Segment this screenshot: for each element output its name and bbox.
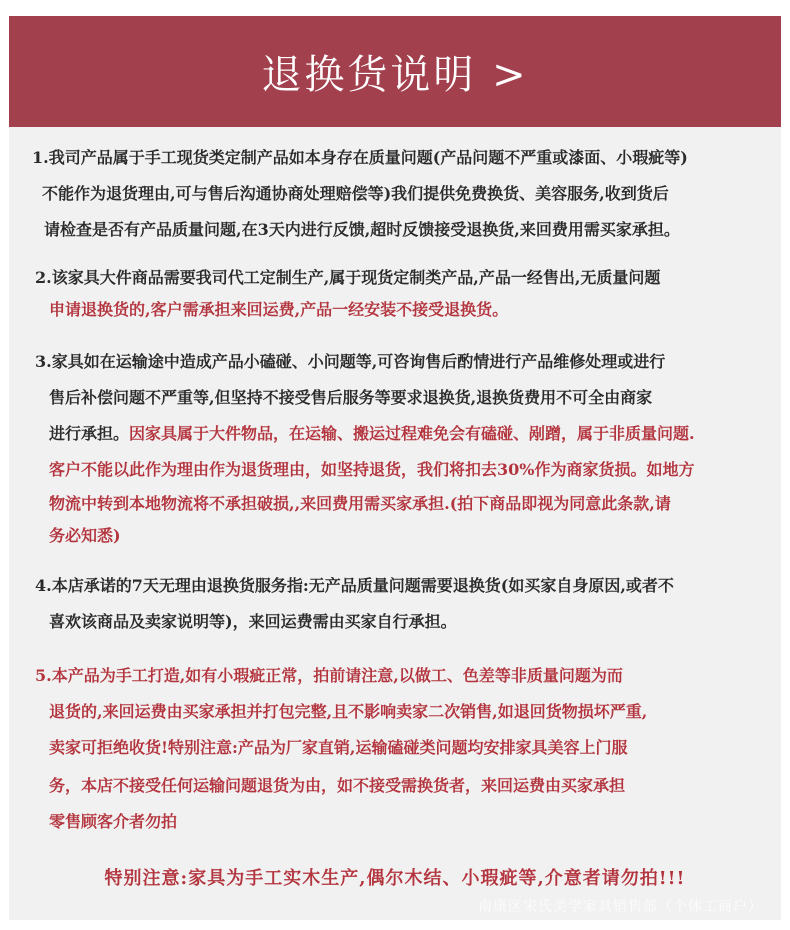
store-watermark: 南康区宋氏美学家具销售部（个体工商户） — [478, 899, 763, 915]
section-1-line-1: 1.我司产品属于手工现货类定制产品如本身存在质量问题(产品问题不严重或漆面、小瑕疵等) — [32, 148, 688, 167]
page-title: 退换货说明 > — [261, 52, 529, 98]
section-5-line-5: 零售顾客介者勿拍 — [49, 812, 178, 831]
section-3-line-3-dark: 进行承担。 — [49, 424, 130, 443]
section-3-line-4: 客户不能以此作为理由作为退货理由，如坚持退货，我们将扣去30%作为商家货损。如地方 — [49, 460, 695, 479]
section-1-line-2: 不能作为退货理由,可与售后沟通协商处理赔偿等)我们提供免费换货、美容服务,收到货后 — [42, 184, 669, 203]
section-3-line-2: 售后补偿问题不严重等,但坚持不接受售后服务等要求退换货,退换货费用不可全由商家 — [49, 388, 653, 407]
section-5-line-1: 5.本产品为手工打造,如有小瑕疵正常，拍前请注意,以做工、色差等非质量问题为而 — [35, 666, 623, 685]
section-2-line-2: 申请退换货的,客户需承担来回运费,产品一经安装不接受退换货。 — [49, 300, 509, 319]
return-policy-card — [9, 16, 781, 920]
section-1-line-3: 请检查是否有产品质量问题,在3天内进行反馈,超时反馈接受退换货,来回费用需买家承担。 — [44, 220, 680, 239]
section-5-line-2: 退货的,来回运费由买家承担并打包完整,且不影响卖家二次销售,如退回货物损坏严重, — [49, 702, 648, 721]
section-3-line-5: 物流中转到本地物流将不承担破损,,来回费用需买家承担.(拍下商品即视为同意此条款,请 — [49, 494, 671, 513]
section-3-line-3-red: 因家具属于大件物品，在运输、搬运过程难免会有磕碰、剐蹭，属于非质量问题. — [129, 424, 695, 443]
section-3-line-1: 3.家具如在运输途中造成产品小磕碰、小问题等,可咨询售后酌情进行产品维修处理或进行 — [35, 352, 666, 371]
section-3-line-6: 务必知悉) — [49, 526, 121, 545]
section-5-line-4: 务，本店不接受任何运输问题退货为由，如不接受需换货者，来回运费由买家承担 — [49, 776, 626, 795]
title-banner — [9, 16, 781, 127]
section-4-line-2: 喜欢该商品及卖家说明等)，来回运费需由买家自行承担。 — [49, 612, 457, 631]
section-3-line-3 — [49, 424, 695, 444]
section-4-line-1: 4.本店承诺的7天无理由退换货服务指:无产品质量问题需要退换货(如买家自身原因,或者不 — [35, 576, 674, 595]
section-5-line-3: 卖家可拒绝收货!特别注意:产品为厂家直销,运输磕碰类问题均安排家具美容上门服 — [49, 738, 628, 757]
section-2-line-1: 2.该家具大件商品需要我司代工定制生产,属于现货定制类产品,产品一经售出,无质量问题 — [35, 268, 661, 287]
special-notice: 特别注意:家具为手工实木生产,偶尔木结、小瑕疵等,介意者请勿拍!!! — [104, 868, 686, 889]
